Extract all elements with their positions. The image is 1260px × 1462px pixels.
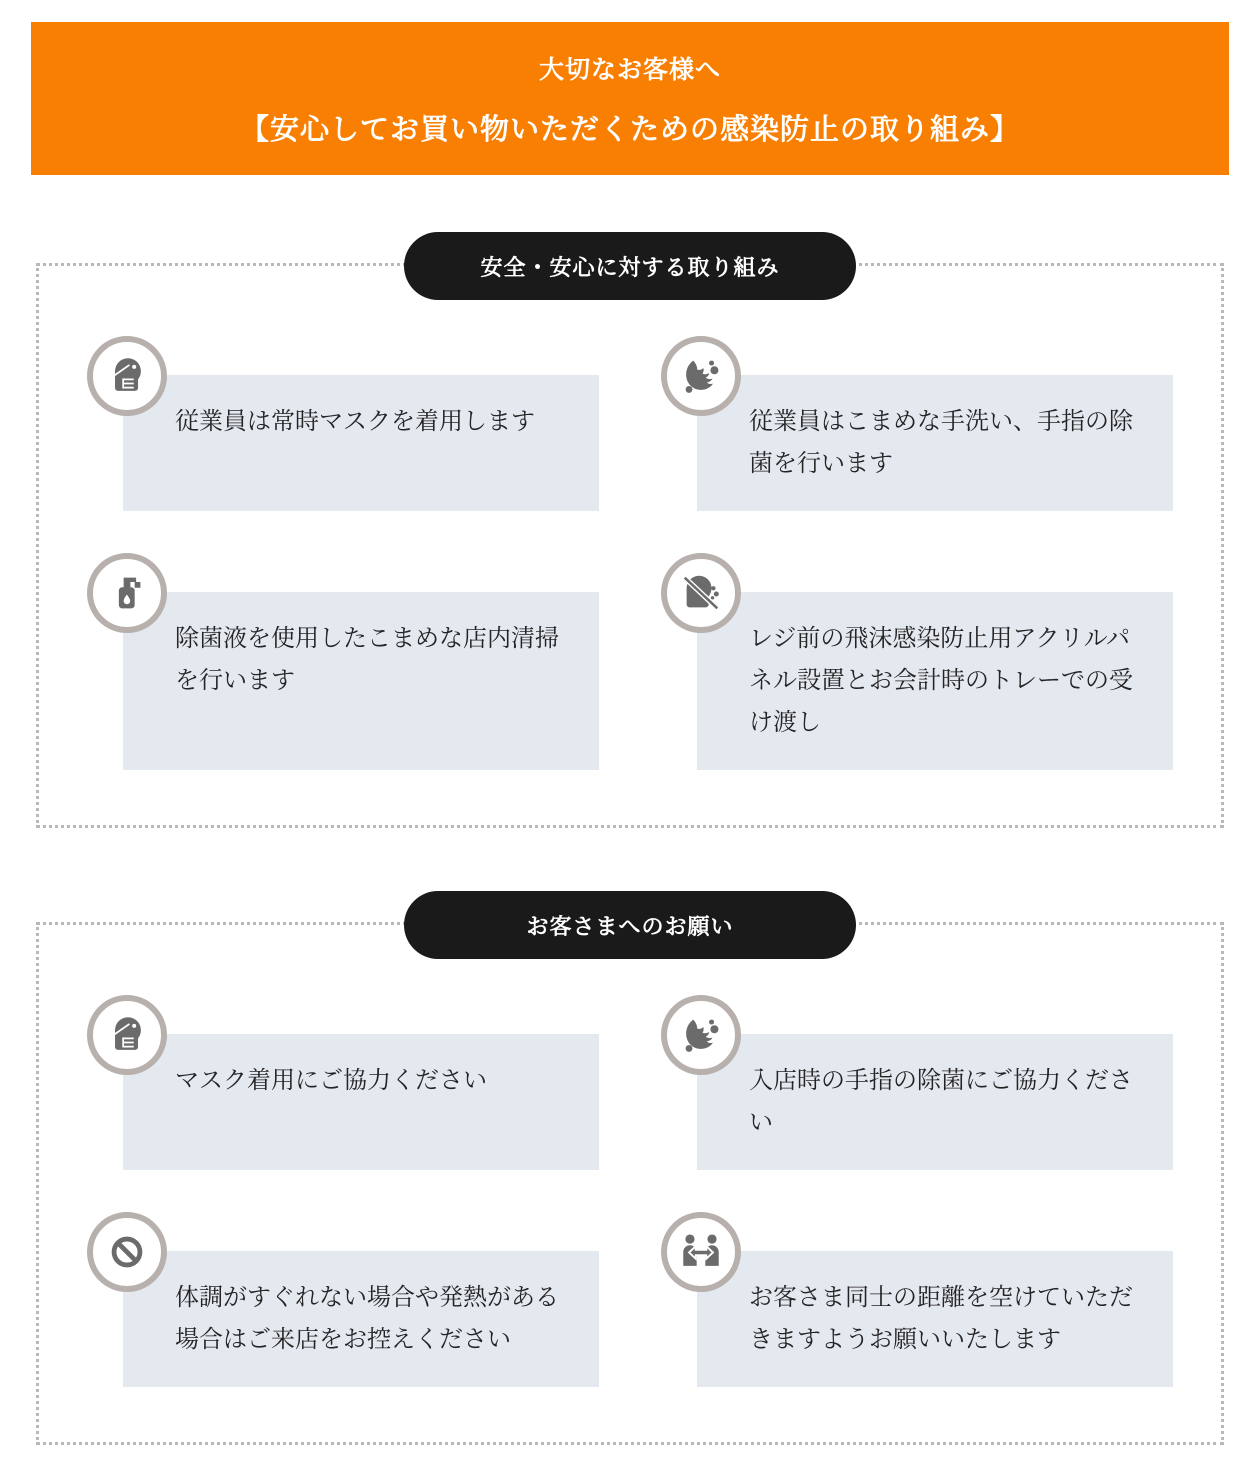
- banner-title: 大切なお客様へ: [538, 55, 721, 84]
- social-distance-icon: [661, 1212, 741, 1292]
- request-text: 体調がすぐれない場合や発熱がある場合はご来店をお控えください: [175, 1284, 559, 1353]
- measure-text: 除菌液を使用したこまめな店内清掃を行います: [175, 625, 559, 694]
- request-card: [123, 1034, 599, 1170]
- request-text: お客さま同士の距離を空けていただきますようお願いいたします: [749, 1284, 1133, 1353]
- no-entry-icon: [104, 1229, 150, 1275]
- request-item-social-distance: [661, 1212, 1173, 1387]
- request-text: 入店時の手指の除菌にご協力ください: [749, 1067, 1133, 1136]
- mask-face-icon: [87, 336, 167, 416]
- section-customer-requests: [36, 913, 1224, 1445]
- measure-text: 従業員は常時マスクを着用します: [175, 408, 535, 435]
- section-safety-measures: [36, 254, 1224, 828]
- measure-text: 従業員はこまめな手洗い、手指の除菌を行います: [749, 408, 1133, 477]
- mask-face-icon: [87, 995, 167, 1075]
- washing-hands-icon: [661, 995, 741, 1075]
- measure-card: [123, 375, 599, 511]
- mask-face-icon: [104, 353, 150, 399]
- request-item-mask: [87, 995, 599, 1170]
- request-card: [697, 1251, 1173, 1387]
- washing-hands-icon: [661, 336, 741, 416]
- measure-text: レジ前の飛沫感染防止用アクリルパネル設置とお会計時のトレーでの受け渡し: [749, 625, 1133, 736]
- section-title-pill: [404, 232, 856, 300]
- measure-item-mask: [87, 336, 599, 511]
- measure-item-sanitize-store: [87, 553, 599, 770]
- notice-page: [0, 22, 1260, 1462]
- droplet-guard-icon: [678, 570, 724, 616]
- banner-subtitle: 【安心してお買い物いただくための感染防止の取り組み】: [239, 113, 1020, 146]
- section-title: 安全・安心に対する取り組み: [480, 254, 780, 280]
- measure-item-handwash: [661, 336, 1173, 511]
- requests-grid: [39, 925, 1221, 1442]
- request-card: [123, 1251, 599, 1387]
- notice-banner: [31, 22, 1229, 175]
- measure-item-acrylic-panel: [661, 553, 1173, 770]
- sanitizer-bottle-icon: [87, 553, 167, 633]
- section-title: お客さまへのお願い: [526, 913, 734, 939]
- measures-grid: [39, 266, 1221, 825]
- no-entry-icon: [87, 1212, 167, 1292]
- social-distance-icon: [678, 1229, 724, 1275]
- washing-hands-icon: [678, 1012, 724, 1058]
- request-item-stay-home: [87, 1212, 599, 1387]
- request-text: マスク着用にご協力ください: [175, 1067, 487, 1094]
- measure-card: [697, 375, 1173, 511]
- request-card: [697, 1034, 1173, 1170]
- sanitizer-bottle-icon: [104, 570, 150, 616]
- washing-hands-icon: [678, 353, 724, 399]
- mask-face-icon: [104, 1012, 150, 1058]
- request-item-sanitize-hands: [661, 995, 1173, 1170]
- droplet-guard-icon: [661, 553, 741, 633]
- measure-card: [123, 592, 599, 770]
- section-title-pill: [404, 891, 856, 959]
- measure-card: [697, 592, 1173, 770]
